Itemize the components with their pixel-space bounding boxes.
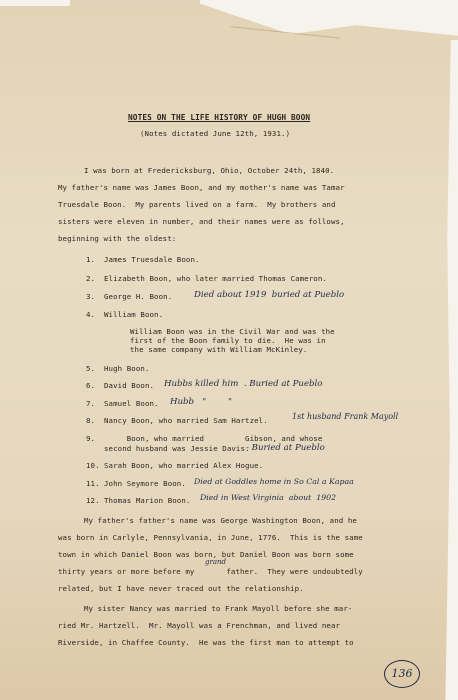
handwritten-note: Died in West Virginia about 1902 [200, 493, 337, 502]
sibling-name: William Boon. [104, 310, 164, 319]
sibling-number: 8. [86, 416, 96, 425]
intro-line: I was born at Fredericksburg, Ohio, October 24th, 1840. [84, 166, 335, 175]
paragraph-line: ried Mr. Hartzell. Mr. Mayoll was a Frenchman, and lived near [58, 621, 341, 630]
william-note-line: first of the Boon family to die. He was in [130, 336, 326, 345]
sibling-number: 5. [86, 364, 96, 373]
paragraph-line: town in which Daniel Boon was born, but Daniel Boon was born some [58, 550, 354, 559]
sibling-number: 10. [86, 461, 100, 470]
sibling-name: Hugh Boon. [104, 364, 150, 373]
william-note-line: the same company with William McKinley. [130, 345, 308, 354]
handwritten-note: Hubbs killed him . Buried at Pueblo [164, 379, 323, 389]
handwritten-note: Hubb " " [170, 397, 232, 407]
sibling-number: 11. [86, 479, 100, 488]
document-title: NOTES ON THE LIFE HISTORY OF HUGH BOON [128, 113, 311, 122]
sibling-name: George H. Boon. [104, 292, 173, 301]
sibling-name: Sarah Boon, who married Alex Hogue. [104, 461, 264, 470]
paragraph-line: Riverside, in Chaffee County. He was the first man to attempt to [58, 638, 354, 647]
sibling-name: Nancy Boon, who married Sam Hartzel. [104, 416, 268, 425]
sibling-name: Thomas Marion Boon. [104, 496, 191, 505]
sibling-number: 12. [86, 496, 100, 505]
torn-edge-right [440, 40, 458, 700]
sibling-number: 1. [86, 255, 96, 264]
document-subtitle: (Notes dictated June 12th, 1931.) [140, 129, 291, 138]
torn-edge [0, 0, 70, 6]
intro-line: Truesdale Boon. My parents lived on a farm. My brothers and [58, 200, 336, 209]
handwritten-insert: grand [205, 558, 226, 566]
sibling-number: 6. [86, 381, 96, 390]
sibling-number: 9. [86, 434, 96, 443]
sibling-name: Boon, who married Gibson, and whose [104, 434, 323, 443]
sibling-name: John Seymore Boon. [104, 479, 186, 488]
sibling-number: 3. [86, 292, 96, 301]
sibling-name: Samuel Boon. [104, 399, 159, 408]
paragraph-line: My sister Nancy was married to Frank Mayoll before she mar- [84, 604, 353, 613]
sibling-name: Elizabeth Boon, who later married Thomas Cameron. [104, 274, 327, 283]
handwritten-note: Died about 1919 buried at Pueblo [194, 290, 345, 300]
intro-line: sisters were eleven in number, and their names were as follows, [58, 217, 345, 226]
sibling-name: David Boon. [104, 381, 155, 390]
paragraph-line: thirty years or more before my father. They were undoubtedly [58, 567, 363, 576]
handwritten-note: Died at Goddles home in So Cal a Kapaa [194, 477, 354, 486]
page-number-circle: 136 [384, 660, 420, 688]
intro-line: My father's name was James Boon, and my mother's name was Tamar [58, 183, 345, 192]
paragraph-line: related, but I have never traced out the relationship. [58, 584, 304, 593]
william-note-line: William Boon was in the Civil War and was the [130, 327, 335, 336]
sibling-name: James Truesdale Boon. [104, 255, 200, 264]
sibling-number: 7. [86, 399, 96, 408]
sibling-number: 4. [86, 310, 96, 319]
paragraph-line: was born in Carlyle, Pennsylvania, in June, 1776. This is the same [58, 533, 363, 542]
handwritten-note: 1st husband Frank Mayoll [292, 412, 399, 421]
sibling-number: 2. [86, 274, 96, 283]
paper-fold [231, 0, 344, 39]
intro-line: beginning with the oldest: [58, 234, 177, 243]
handwritten-note: - Buried at Pueblo [246, 443, 325, 453]
sibling-line: second husband was Jessie Davis. [104, 444, 250, 453]
paragraph-line: My father's father's name was George Washington Boon, and he [84, 516, 357, 525]
